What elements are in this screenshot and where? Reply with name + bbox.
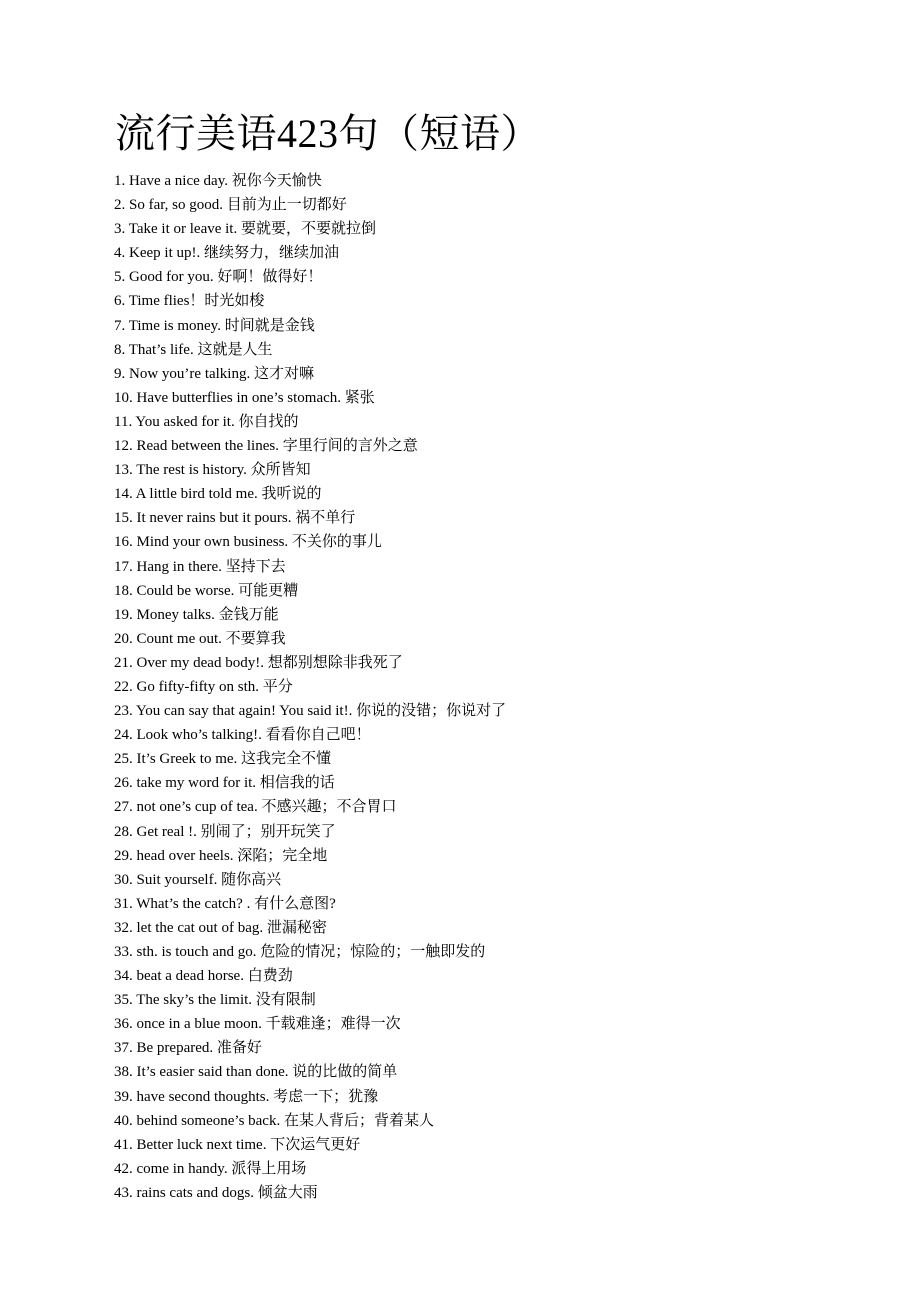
phrase-item: 18. Could be worse. 可能更糟: [114, 582, 299, 599]
phrase-item: 4. Keep it up!. 继续努力，继续加油: [114, 245, 339, 262]
phrase-item: 23. You can say that again! You said it!. 你说的没错；你说对了: [114, 703, 507, 720]
phrase-item: 33. sth. is touch and go. 危险的情况；惊险的；一触即发的: [114, 944, 486, 960]
phrase-item: 13. The rest is history. 众所皆知: [114, 462, 311, 479]
page-title: 流行美语423句（短语）: [115, 111, 541, 156]
phrase-item: 26. take my word for it. 相信我的话: [114, 775, 335, 792]
phrase-item: 25. It’s Greek to me. 这我完全不懂: [114, 751, 332, 768]
phrase-item: 22. Go fifty-fifty on sth. 平分: [114, 678, 293, 695]
phrase-item: 8. That’s life. 这就是人生: [114, 341, 273, 358]
phrase-item: 39. have second thoughts. 考虑一下；犹豫: [114, 1088, 379, 1105]
phrase-item: 40. behind someone’s back. 在某人背后；背着某人: [114, 1112, 434, 1129]
phrase-item: 35. The sky’s the limit. 没有限制: [114, 992, 316, 1009]
phrase-item: 16. Mind your own business. 不关你的事儿: [114, 534, 382, 551]
phrase-item: 21. Over my dead body!. 想都别想除非我死了: [114, 654, 403, 671]
phrase-item: 31. What’s the catch? . 有什么意图?: [114, 895, 336, 912]
phrase-item: 1. Have a nice day. 祝你今天愉快: [114, 173, 322, 189]
phrase-item: 27. not one’s cup of tea. 不感兴趣；不合胃口: [114, 799, 397, 816]
phrase-item: 36. once in a blue moon. 千载难逢；难得一次: [114, 1016, 401, 1033]
phrase-item: 34. beat a dead horse. 白费劲: [114, 968, 293, 985]
phrase-item: 43. rains cats and dogs. 倾盆大雨: [114, 1184, 318, 1201]
phrase-item: 12. Read between the lines. 字里行间的言外之意: [114, 438, 418, 455]
phrase-item: 5. Good for you. 好啊！做得好！: [114, 269, 323, 286]
phrase-item: 29. head over heels. 深陷；完全地: [114, 847, 328, 864]
phrase-item: 38. It’s easier said than done. 说的比做的简单: [114, 1064, 398, 1081]
phrase-list: [114, 169, 506, 1205]
phrase-item: 11. You asked for it. 你自找的: [114, 413, 299, 430]
phrase-item: 37. Be prepared. 准备好: [114, 1040, 262, 1057]
phrase-item: 2. So far, so good. 目前为止一切都好: [114, 197, 347, 214]
phrase-item: 20. Count me out. 不要算我: [114, 630, 286, 647]
phrase-item: 30. Suit yourself. 随你高兴: [114, 871, 282, 888]
phrase-item: 7. Time is money. 时间就是金钱: [114, 317, 315, 334]
phrase-item: 6. Time flies！时光如梭: [114, 293, 265, 310]
phrase-item: 28. Get real !. 别闹了；别开玩笑了: [114, 823, 336, 840]
phrase-item: 19. Money talks. 金钱万能: [114, 606, 279, 623]
phrase-item: 17. Hang in there. 坚持下去: [114, 558, 286, 575]
phrase-item: 32. let the cat out of bag. 泄漏秘密: [114, 919, 327, 936]
phrase-item: 9. Now you’re talking. 这才对嘛: [114, 365, 314, 382]
phrase-item: 42. come in handy. 派得上用场: [114, 1160, 307, 1177]
phrase-item: 3. Take it or leave it. 要就要，不要就拉倒: [114, 221, 376, 238]
phrase-item: 24. Look who’s talking!. 看看你自己吧！: [114, 727, 371, 744]
phrase-item: 14. A little bird told me. 我听说的: [114, 486, 322, 503]
phrase-item: 10. Have butterflies in one’s stomach. 紧张: [114, 389, 375, 406]
phrase-item: 41. Better luck next time. 下次运气更好: [114, 1136, 361, 1153]
phrase-item: 15. It never rains but it pours. 祸不单行: [114, 510, 356, 527]
